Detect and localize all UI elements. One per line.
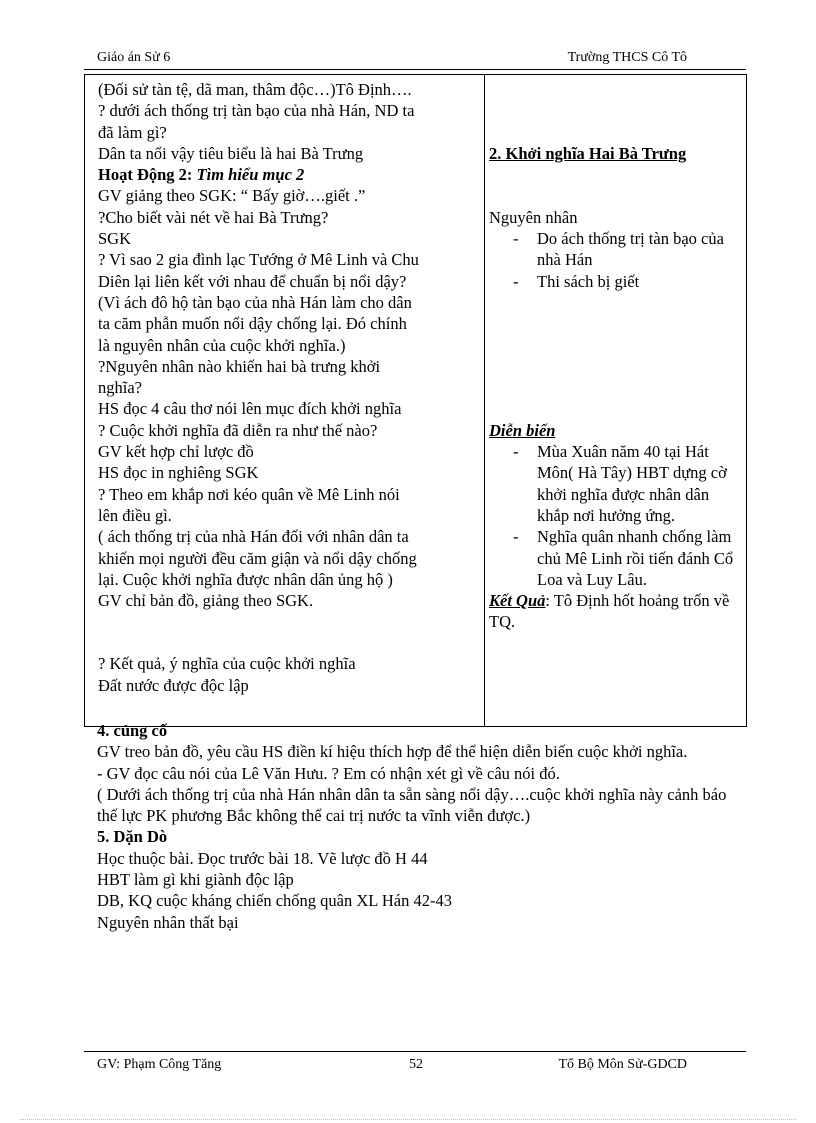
activity-heading — [98, 164, 472, 185]
list-item-text: Nghĩa quân nhanh chống làm chủ Mê Linh rồi tiến đánh Cổ Loa và Luy Lâu. — [537, 527, 734, 589]
text-line: ?Nguyên nhân nào khiến hai bà trưng khởi — [98, 356, 381, 376]
list-item-text: Do ách thống trị tàn bạo của nhà Hán — [537, 229, 724, 270]
page-header — [97, 50, 687, 70]
page-number: 52 — [409, 1057, 423, 1072]
section-title: 2. Khởi nghĩa Hai Bà Trưng — [489, 143, 687, 163]
section-heading: 4. củng cố — [97, 721, 168, 740]
section-heading: 5. Dặn Dò — [97, 827, 168, 847]
paragraph: GV treo bản đồ, yêu cầu HS điền kí hiệu thích hợp để thể hiện diễn biến cuộc khởi nghĩa. — [97, 742, 688, 762]
text-line: ? Cuộc khởi nghĩa đã diễn ra như thế nào? — [98, 420, 378, 440]
paragraph: ( Dưới ách thống trị của nhà Hán nhân dân ta sẵn sàng nổi dậy….cuộc khởi nghĩa này cảnh báo thế lực PK phương Bắc không thể cai trị nước ta vĩnh viễn được.) — [97, 784, 727, 826]
footer-rule — [84, 1051, 746, 1052]
list-item: - Thi sách bị giết — [513, 271, 640, 291]
text-line: ?Cho biết vài nét về hai Bà Trưng? — [98, 207, 329, 227]
paragraph: - GV đọc câu nói của Lê Văn Hưu. ? Em có nhận xét gì về câu nói đó. — [97, 763, 560, 783]
text-line: (Đối sử tàn tệ, dã man, thâm độc…)Tô Định…. — [98, 80, 412, 99]
text-line: ? Kết quả, ý nghĩa của cuộc khởi nghĩa — [98, 654, 356, 674]
text-line: HS đọc in nghiêng SGK — [98, 463, 259, 483]
activity-label: Hoạt Động 2: — [98, 165, 193, 185]
activity-title: Tìm hiểu mục 2 — [196, 165, 305, 185]
footer-teacher: GV: Phạm Công Tăng — [97, 1057, 222, 1072]
list-item: - Nghĩa quân nhanh chống làm chủ Mê Linh rồi tiến đánh Cổ Loa và Luy Lâu. — [513, 527, 734, 589]
list-item: - Mùa Xuân năm 40 tại Hát Môn( Hà Tây) HBT dựng cờ khởi nghĩa được nhân dân khắp nơi hưởng ứng. — [513, 442, 727, 525]
footer-department: Tổ Bộ Môn Sử-GDCD — [558, 1057, 687, 1072]
text-line: ? dưới ách thống trị tàn bạo của nhà Hán, ND ta — [98, 101, 415, 121]
result-label: Kết Quả — [489, 591, 546, 611]
paragraph: Học thuộc bài. Đọc trước bài 18. Vẽ lược đồ H 44 — [97, 848, 428, 868]
development-label: Diễn biến — [489, 420, 556, 440]
text-line: Đất nước được độc lập — [98, 675, 249, 695]
paragraph: Nguyên nhân thất bại — [97, 912, 239, 932]
text-line: GV giảng theo SGK: “ Bấy giờ….giết .” — [98, 186, 366, 206]
header-rule — [84, 69, 746, 70]
text-line: HS đọc 4 câu thơ nói lên mục đích khởi nghĩa — [98, 399, 402, 419]
paragraph: HBT làm gì khi giành độc lập — [97, 870, 294, 890]
text-line: là nguyên nhân của cuộc khởi nghĩa.) — [98, 335, 346, 355]
text-line: lên điều gì. — [98, 505, 172, 525]
content-column — [485, 75, 747, 727]
text-line: lại. Cuộc khởi nghĩa được nhân dân ủng hộ ) — [98, 569, 393, 589]
list-item: - Do ách thống trị tàn bạo của nhà Hán — [513, 229, 724, 270]
text-line: GV kết hợp chỉ lược đồ — [98, 442, 254, 462]
text-line: đã làm gì? — [98, 122, 167, 142]
text-line: ? Vì sao 2 gia đình lạc Tướng ở Mê Linh và Chu — [98, 250, 419, 270]
text-line: ta căm phẫn muốn nổi dậy chống lại. Đó chính — [98, 314, 407, 334]
text-line: ( ách thống trị của nhà Hán đối với nhân dân ta — [98, 527, 409, 547]
text-line: Diên lại liên kết với nhau để chuẩn bị nổi dậy? — [98, 271, 407, 291]
activity-column — [85, 75, 485, 727]
text-line: khiến mọi người đều căm giận và nổi dậy chống — [98, 548, 417, 568]
text-line: Dân ta nổi vậy tiêu biểu là hai Bà Trưng — [98, 143, 364, 163]
list-item-text: Thi sách bị giết — [537, 271, 640, 291]
page-footer — [97, 1057, 687, 1077]
page-edge — [20, 1119, 796, 1120]
result-line — [489, 590, 738, 633]
text-line: ? Theo em khắp nơi kéo quân về Mê Linh nói — [98, 484, 400, 504]
spacer — [98, 611, 472, 653]
header-course: Giáo án Sử 6 — [97, 50, 171, 65]
header-school: Trường THCS Cô Tô — [567, 50, 687, 65]
text-line: nghĩa? — [98, 378, 142, 398]
list-item-text: Mùa Xuân năm 40 tại Hát Môn( Hà Tây) HBT dựng cờ khởi nghĩa được nhân dân khắp nơi hưởng ứng. — [537, 442, 727, 525]
lesson-body — [97, 720, 747, 933]
result-text: : Tô Định hốt hoảng trốn về TQ. — [489, 591, 730, 632]
cause-label: Nguyên nhân — [489, 207, 578, 227]
text-line: (Vì ách đô hộ tàn bạo của nhà Hán làm cho dân — [98, 292, 412, 312]
text-line: GV chỉ bản đồ, giảng theo SGK. — [98, 591, 314, 611]
paragraph: DB, KQ cuộc kháng chiến chống quân XL Hán 42-43 — [97, 891, 452, 911]
lesson-table — [84, 74, 747, 727]
text-line: SGK — [98, 229, 132, 249]
